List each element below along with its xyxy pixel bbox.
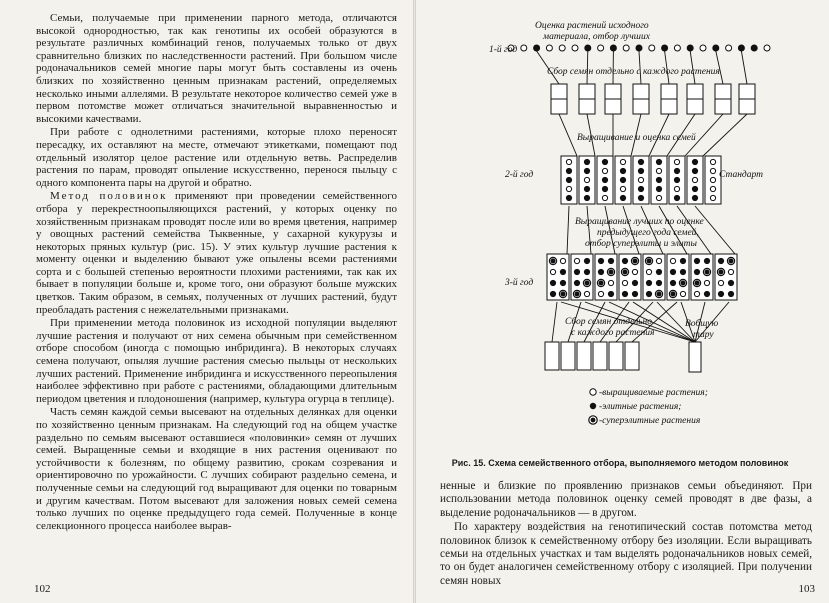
legend-superelite-text: -суперэлитные растения <box>599 416 701 426</box>
family-plant <box>656 159 661 164</box>
plot-plant <box>670 280 675 285</box>
family-plant <box>584 177 589 182</box>
plot-plant <box>584 258 589 263</box>
family-plant <box>638 177 643 182</box>
plot-plant <box>704 280 709 285</box>
plot-plant <box>646 280 651 285</box>
legend-grown-symbol <box>590 389 596 395</box>
superelite-core <box>671 292 675 296</box>
best-families-label-3: отбор суперэлиты и элиты <box>585 239 697 249</box>
plot-plant <box>550 280 555 285</box>
family-plant <box>638 195 643 200</box>
legend-elite-symbol <box>590 403 596 409</box>
plot-plant <box>622 280 627 285</box>
family-plant <box>566 177 571 182</box>
figure-legend <box>589 388 708 426</box>
family-plant <box>584 159 589 164</box>
family-plant <box>692 159 697 164</box>
superelite-core <box>551 259 555 263</box>
superelite-core <box>657 292 661 296</box>
figure-top-label-2: материала, отбор лучших <box>543 32 650 42</box>
family-plant <box>692 177 697 182</box>
right-text-column <box>440 480 812 588</box>
common-container-label-2: тару <box>693 330 714 340</box>
plot-plant <box>632 291 637 296</box>
standard-label: Стандарт <box>719 170 763 180</box>
best-families-label-2: предыдущего года семей, <box>597 228 699 238</box>
collect-seeds-year3-label-2: с каждого растения <box>571 328 655 338</box>
plot-plant <box>608 258 613 263</box>
left-text-column <box>36 12 397 532</box>
family-plant <box>620 186 625 191</box>
plot-plant <box>574 269 579 274</box>
year1-plant <box>610 45 616 51</box>
year1-plant <box>572 45 578 51</box>
year1-plant <box>649 45 655 51</box>
superelite-core <box>681 281 685 285</box>
family-plant <box>638 186 643 191</box>
plot-plant <box>656 269 661 274</box>
plot-plant <box>550 291 555 296</box>
left-paragraph-3 <box>36 190 397 316</box>
legend-superelite-symbol-core <box>591 418 596 423</box>
family-plant <box>674 177 679 182</box>
plot-plant <box>680 269 685 274</box>
plot-plant <box>598 269 603 274</box>
superelite-core <box>705 270 709 274</box>
plot-plant <box>704 291 709 296</box>
page-number-left: 102 <box>34 583 51 595</box>
page-number-right: 103 <box>798 583 815 595</box>
plot-plant <box>632 269 637 274</box>
family-plant <box>602 177 607 182</box>
plot-plant <box>694 291 699 296</box>
family-plant <box>692 195 697 200</box>
plot-plant <box>608 280 613 285</box>
halves-method-text: применяют при проведении семейственного отбора у перекрестноопыляющихся растений, у которых оценку по хозяйственным признакам проводят после или во время цветения, например у овощных растений семейства Тыквенные, у сахарной кукурузы и некоторых пряных культур (рис. 15). У этих культур лучшие растения к моменту оценки и выделению бывают уже опылены всеми растениями сорта и с большей степенью вероятности плохими растениями, так как их бывает в популяции больше и, кроме того, они образуют больше мужских цветков. Таким образом, в семьях, полученных от лучших растений, будут преобладать растения с нежелательными признаками. <box>36 190 397 316</box>
year1-plant <box>674 45 680 51</box>
family-plant <box>620 177 625 182</box>
family-plant <box>674 195 679 200</box>
family-plant <box>674 159 679 164</box>
family-plant <box>566 168 571 173</box>
superelite-core <box>575 292 579 296</box>
family-plant <box>710 168 715 173</box>
seed-packet-year3 <box>577 342 591 370</box>
right-paragraph-2: По характеру воздействия на генотипический состав потомства метод половинок близок к семейственному отбору без изоляции. Если выращивать семьи на отдельных участках и там выделять родоначальников новых семей, то он будет аналогичен семейственному отбору с изоляцией. При получении семян новых <box>440 521 812 587</box>
plot-plant <box>608 291 613 296</box>
connector-line <box>559 114 577 156</box>
plot-plant <box>694 269 699 274</box>
family-plant <box>656 195 661 200</box>
family-plant <box>710 177 715 182</box>
superelite-core <box>561 292 565 296</box>
plot-plant <box>560 269 565 274</box>
year1-plant <box>598 45 604 51</box>
family-plant <box>602 186 607 191</box>
figure-top-label-1: Оценка растений исходного <box>535 21 649 31</box>
superelite-core <box>585 281 589 285</box>
connector-line <box>741 51 747 84</box>
superelite-core <box>623 270 627 274</box>
year1-plant <box>585 45 591 51</box>
collect-seeds-year3-label-1: Сбор семян отдельно <box>565 317 653 327</box>
seed-packet-year3 <box>625 342 639 370</box>
connector-line <box>552 302 557 342</box>
plot-plant <box>728 269 733 274</box>
year-3-label: 3-й год <box>505 278 534 288</box>
plot-plant <box>670 269 675 274</box>
plot-plant <box>574 280 579 285</box>
plot-plant <box>728 280 733 285</box>
superelite-core <box>599 281 603 285</box>
plot-plant <box>718 291 723 296</box>
plot-plant <box>598 291 603 296</box>
plot-plant <box>550 269 555 274</box>
superelite-core <box>609 270 613 274</box>
family-plant <box>656 186 661 191</box>
family-plant <box>620 168 625 173</box>
plot-plant <box>680 258 685 263</box>
plot-plant <box>694 258 699 263</box>
year-2-label: 2-й год <box>505 170 534 180</box>
connector-line <box>703 114 747 156</box>
plot-plant <box>728 291 733 296</box>
year1-plant <box>623 45 629 51</box>
family-plant <box>602 159 607 164</box>
common-container <box>689 342 701 372</box>
superelite-core <box>647 259 651 263</box>
family-plant <box>566 186 571 191</box>
family-plant <box>710 195 715 200</box>
plot-plant <box>584 291 589 296</box>
family-plant <box>584 168 589 173</box>
family-plant <box>656 177 661 182</box>
plot-plant <box>584 269 589 274</box>
year1-plant <box>534 45 540 51</box>
family-plant <box>692 168 697 173</box>
family-plant <box>674 186 679 191</box>
plot-plant <box>656 258 661 263</box>
family-plant <box>638 168 643 173</box>
best-families-label-1: Выращивание лучших по оценке <box>575 217 704 227</box>
year1-plant <box>687 45 693 51</box>
plot-plant <box>670 258 675 263</box>
seed-packet-year3 <box>609 342 623 370</box>
left-paragraph-2: При работе с однолетними растениями, которые плохо переносят пересадку, их оставляют на месте, отмечают этикетками, помещают под отдельный изолятор целое растение или отдельную ветвь. Распределив растения по парам, проводят опыление искусственно, перенося пыльцу с одного компонента пары на другой и обратно. <box>36 126 397 189</box>
year1-plant <box>546 45 552 51</box>
legend-grown-text: -выращиваемые растения; <box>599 388 708 398</box>
left-paragraph-5: Часть семян каждой семьи высевают на отдельных делянках для оценки по хозяйственно ценным признакам. На следующий год на общем участке раздельно по семьям высевают оставшиеся «половинки» семян от лучших семей. Выращенные семьи и входящие в них растения оценивают по устойчивости к болезням, по общему развитию, срокам созревания и ориентировочно по урожайности. С лучших собирают раздельно семена, и полученные семьи на следующий год выращивают для оценки по товарным и другим качествам. Потом высевают для заложения новых семей семена только лучших по оценке предыдущего года семей. Полученные в конце селекционного процесса наиболее вырав- <box>36 406 397 532</box>
year1-plant <box>700 45 706 51</box>
plot-plant <box>632 280 637 285</box>
family-plant <box>620 159 625 164</box>
halves-method-term: Метод половинок <box>50 190 168 203</box>
seed-packet-year3 <box>561 342 575 370</box>
family-plant <box>656 168 661 173</box>
plot-plant <box>718 258 723 263</box>
family-plant <box>692 186 697 191</box>
selection-scheme-figure <box>447 6 777 442</box>
collect-seeds-label: Сбор семян отдельно с каждого растения <box>547 67 720 77</box>
family-plant <box>584 186 589 191</box>
family-plant <box>584 195 589 200</box>
year1-plant <box>726 45 732 51</box>
year1-plant <box>738 45 744 51</box>
left-paragraph-1: Семьи, получаемые при применении парного метода, отличаются высокой однородностью, так как генотипы их особей образуются в результате различных комбинаций генов, получаемых только от двух сравнительно близких по наследственности растений. При большом числе родоначальников семей многие пары могут быть составлены из очень близких по хозяйственно ценным признакам растений, определяемых несколько иными аллелями. В результате некоторое количество семей уже в первом потомстве может отличаться значительной выравненностью и высокими качествами. <box>36 12 397 125</box>
superelite-core <box>729 259 733 263</box>
left-paragraph-4: При применении метода половинок из исходной популяции выделяют лучшие растения и получают от них семена обычным при семейственном отборе способом (иногда с помощью инбридинга). В некоторых случаях семена получают, опыляя лучшие растения смесью пыльцы от нескольких лучших растений. Применение инбридинга и искусственного переопыления наиболее эффективно при работе с растениями, обладающими длительным периодом цветения и плодоношения (например, культура огурца в теплице). <box>36 317 397 405</box>
year1-plant <box>751 45 757 51</box>
plot-plant <box>646 269 651 274</box>
plot-plant <box>704 258 709 263</box>
legend-elite-text: -элитные растения; <box>599 402 682 412</box>
plot-plant <box>622 291 627 296</box>
year1-plant <box>764 45 770 51</box>
grow-evaluate-label: Выращивание и оценка семей <box>577 133 696 143</box>
connector-line <box>695 206 735 254</box>
family-plant <box>620 195 625 200</box>
family-plant <box>566 195 571 200</box>
plot-plant <box>598 258 603 263</box>
plot-plant <box>560 280 565 285</box>
family-plant <box>710 159 715 164</box>
year1-plant <box>662 45 668 51</box>
year1-plant <box>521 45 527 51</box>
family-plant <box>602 195 607 200</box>
plot-plant <box>646 291 651 296</box>
superelite-core <box>695 281 699 285</box>
seed-packet-year3 <box>593 342 607 370</box>
plot-plant <box>680 291 685 296</box>
year1-plant <box>636 45 642 51</box>
family-plant <box>566 159 571 164</box>
plot-plant <box>574 258 579 263</box>
family-plant <box>602 168 607 173</box>
common-container-label-1: Вобщую <box>685 319 719 329</box>
family-plant <box>638 159 643 164</box>
superelite-core <box>633 259 637 263</box>
year1-plant <box>559 45 565 51</box>
family-plant <box>674 168 679 173</box>
plot-plant <box>718 280 723 285</box>
figure-caption: Рис. 15. Схема семейственного отбора, выполняемого методом половинок <box>451 458 789 468</box>
plot-plant <box>560 258 565 263</box>
seed-packet-year3 <box>545 342 559 370</box>
right-paragraph-1: ненные и близкие по проявлению признаков семьи объединяют. При использовании метода половинок оценку семей проводят в две фазы, а выделение родоначальников — в другом. <box>440 480 812 519</box>
year1-plant <box>713 45 719 51</box>
plot-plant <box>656 280 661 285</box>
superelite-core <box>719 270 723 274</box>
plot-plant <box>622 258 627 263</box>
connector-line <box>567 206 569 254</box>
year-1-label: 1-й год <box>489 45 518 55</box>
family-plant <box>710 186 715 191</box>
